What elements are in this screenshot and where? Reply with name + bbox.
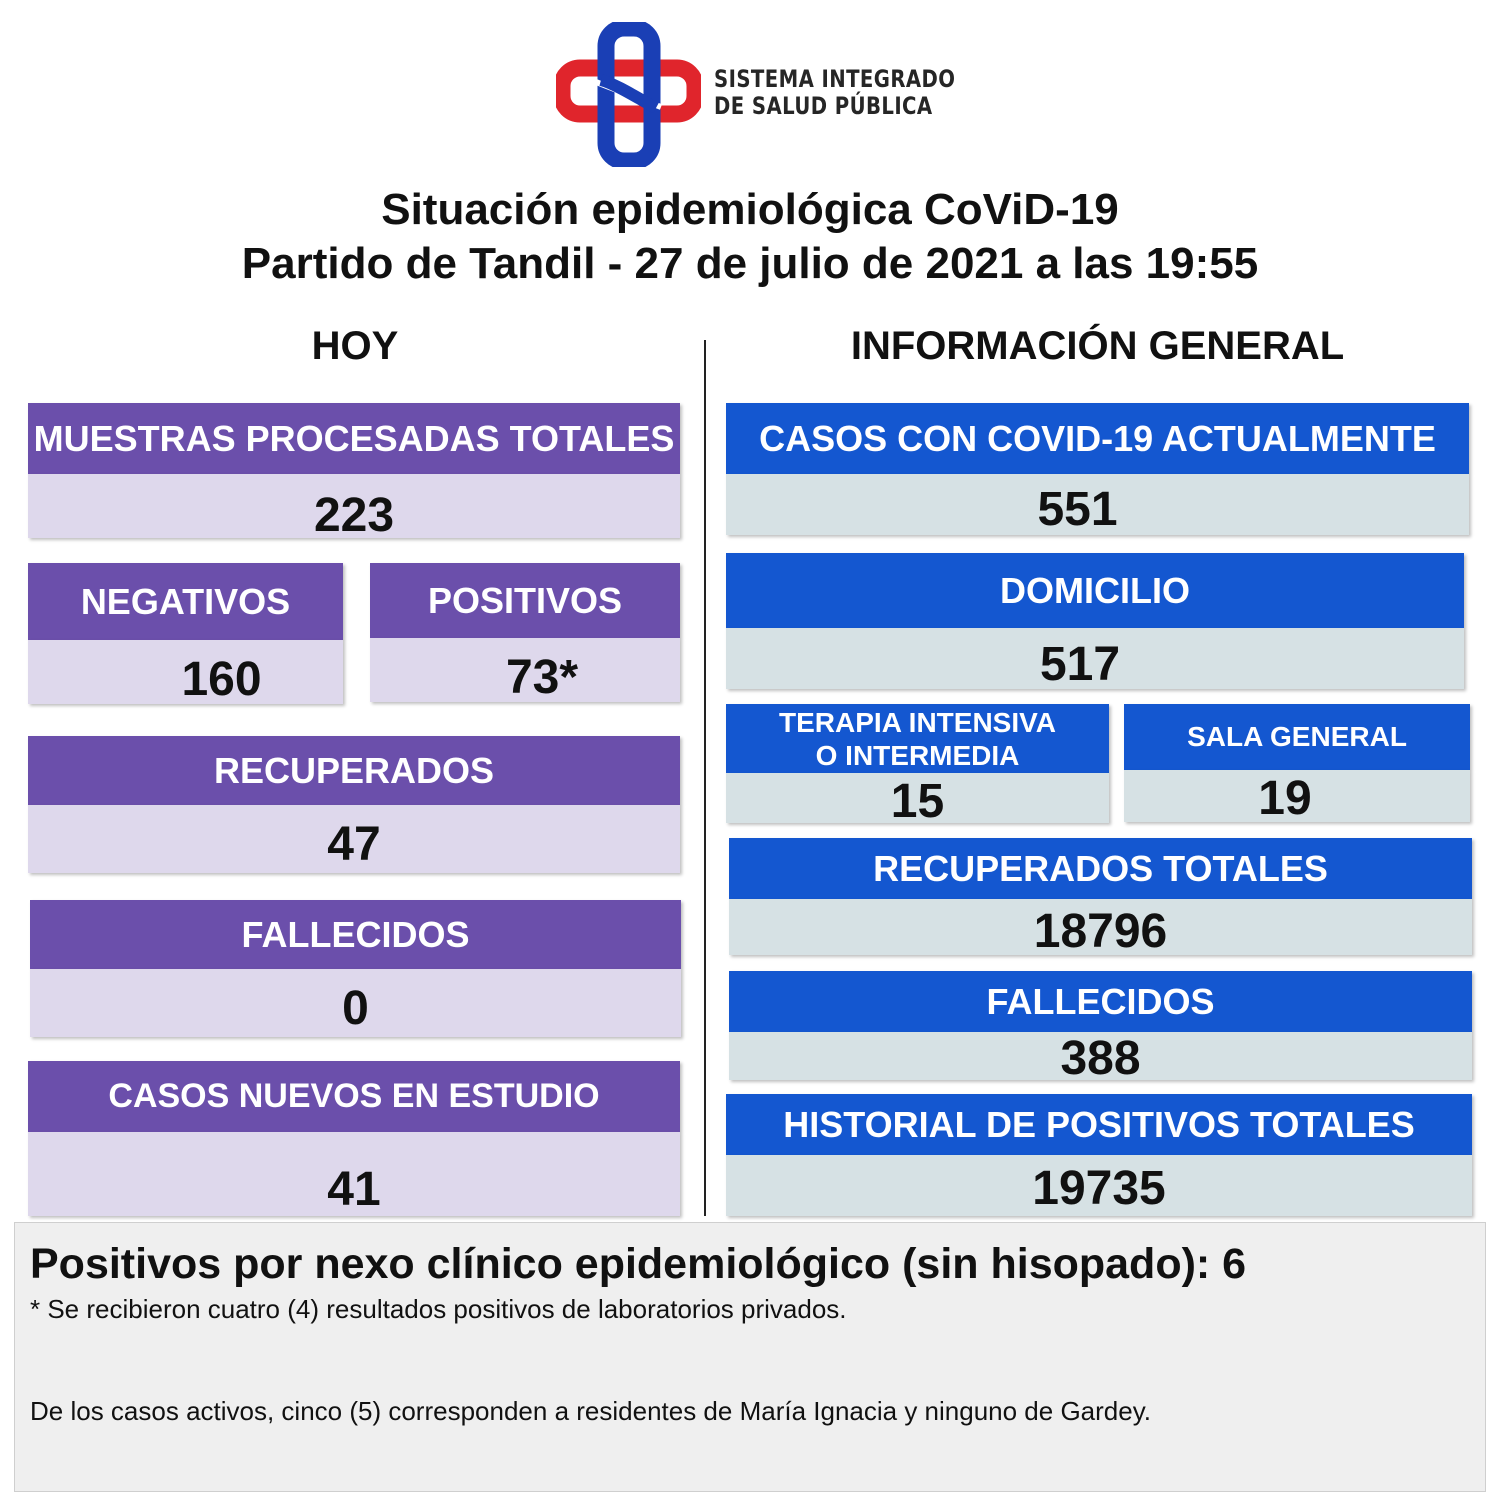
nexo-clinico-text: Positivos por nexo clínico epidemiológico (sin hisopado): 6 [30,1240,1247,1288]
recuperados-label: RECUPERADOS [28,736,680,805]
terapia-label [726,704,1109,773]
recuperados-totales-label: RECUPERADOS TOTALES [729,838,1472,899]
fallecidos-hoy-value: 0 [30,969,681,1037]
health-system-logo-icon [556,22,701,167]
casos-nuevos-value: 41 [28,1132,680,1216]
footnote-laboratorios: * Se recibieron cuatro (4) resultados positivos de laboratorios privados. [30,1294,847,1324]
historial-value: 19735 [726,1155,1472,1216]
org-line-2: DE SALUD PÚBLICA [714,92,933,120]
footnote-residentes: De los casos activos, cinco (5) corresponden a residentes de María Ignacia y ninguno de Gardey. [30,1396,1152,1426]
positivos-label: POSITIVOS [370,563,680,638]
recuperados-totales-value: 18796 [729,899,1472,955]
casos-actuales-value: 551 [726,474,1469,535]
fallecidos-hoy-label: FALLECIDOS [30,900,681,969]
muestras-label: MUESTRAS PROCESADAS TOTALES [28,403,680,474]
domicilio-label: DOMICILIO [726,553,1464,628]
domicilio-value: 517 [726,628,1464,689]
fallecidos-totales-label: FALLECIDOS [729,971,1472,1032]
negativos-label: NEGATIVOS [28,563,343,640]
page-title: Situación epidemiológica CoViD-19 [381,185,1119,234]
historial-label: HISTORIAL DE POSITIVOS TOTALES [726,1094,1472,1155]
terapia-label-line-1: TERAPIA INTENSIVA [779,706,1056,738]
section-title-hoy: HOY [311,324,399,368]
terapia-label-line-2: O INTERMEDIA [815,739,1020,771]
sala-general-label: SALA GENERAL [1124,704,1470,770]
muestras-value: 223 [28,474,680,538]
sala-general-value: 19 [1124,770,1470,822]
positivos-value: 73* [370,638,680,702]
page-subtitle: Partido de Tandil - 27 de julio de 2021 a las 19:55 [241,239,1259,288]
casos-actuales-label: CASOS CON COVID-19 ACTUALMENTE [726,403,1469,474]
column-divider [704,340,706,1216]
recuperados-value: 47 [28,805,680,873]
fallecidos-totales-value: 388 [729,1032,1472,1080]
organization-name [714,66,955,120]
org-line-1: SISTEMA INTEGRADO [714,65,956,93]
terapia-value: 15 [726,773,1109,823]
section-title-general: INFORMACIÓN GENERAL [850,324,1345,368]
negativos-value: 160 [28,640,343,704]
casos-nuevos-label: CASOS NUEVOS EN ESTUDIO [28,1061,680,1132]
